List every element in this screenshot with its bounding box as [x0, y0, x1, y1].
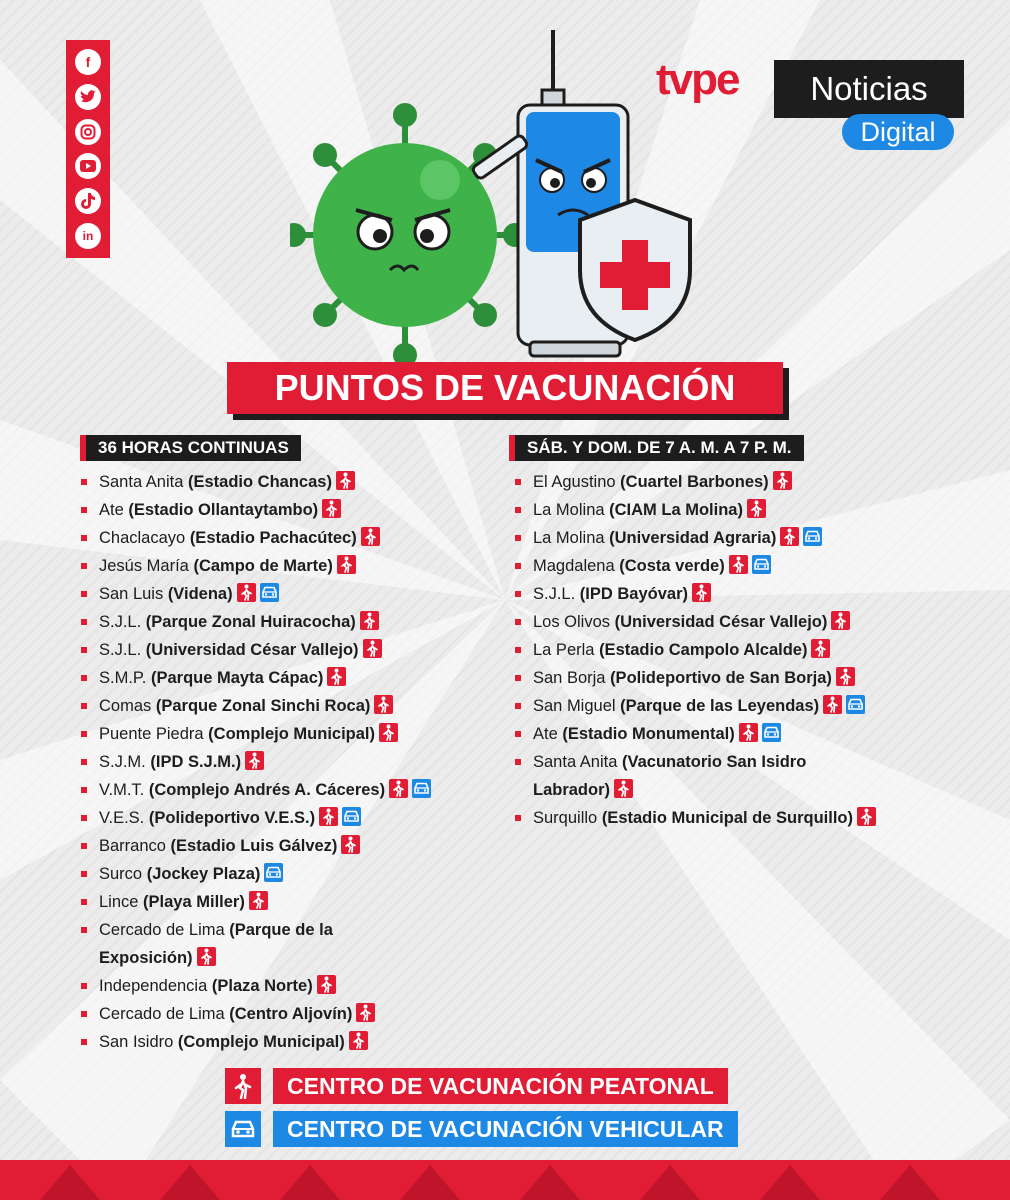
- venue-name: (Cuartel Barbones): [620, 473, 769, 491]
- venue-name: (Universidad Agraria): [609, 529, 777, 547]
- twitter-icon[interactable]: [75, 84, 101, 110]
- district-name: Cercado de Lima: [99, 921, 225, 939]
- district-name: S.J.L.: [99, 613, 142, 631]
- legend-pedestrian: [225, 1068, 728, 1104]
- venue-name: (Estadio Ollantaytambo): [128, 501, 319, 519]
- pedestrian-icon: [336, 471, 355, 490]
- pedestrian-icon: [317, 975, 336, 994]
- list-item: [81, 496, 431, 524]
- district-name: Santa Anita: [533, 753, 618, 771]
- list-item: [515, 524, 876, 552]
- list-item: [81, 832, 431, 860]
- list-item: [515, 776, 876, 804]
- list-item: [81, 916, 431, 944]
- venue-name: (Plaza Norte): [211, 977, 313, 995]
- district-name: La Molina: [533, 501, 605, 519]
- page-title: PUNTOS DE VACUNACIÓN: [227, 362, 783, 414]
- list-item: [81, 720, 431, 748]
- venue-name: (IPD Bayóvar): [579, 585, 688, 603]
- car-icon: [264, 863, 283, 882]
- list-item: [515, 748, 876, 776]
- venue-name: Exposición): [99, 949, 193, 967]
- pedestrian-icon: [249, 891, 268, 910]
- district-name: San Miguel: [533, 697, 616, 715]
- pedestrian-icon: [360, 611, 379, 630]
- tiktok-icon[interactable]: [75, 188, 101, 214]
- venue-name: (IPD S.J.M.): [150, 753, 242, 771]
- car-icon: [752, 555, 771, 574]
- venue-name: (Vacunatorio San Isidro: [622, 753, 807, 771]
- list-item: [515, 664, 876, 692]
- venue-name: (Estadio Pachacútec): [189, 529, 357, 547]
- car-icon: [803, 527, 822, 546]
- pedestrian-icon: [341, 835, 360, 854]
- car-icon: [412, 779, 431, 798]
- list-item: [515, 692, 876, 720]
- legend-vehicular: [225, 1111, 738, 1147]
- venue-name: (Videna): [167, 585, 233, 603]
- virus-icon: [290, 106, 524, 364]
- list-item: [81, 888, 431, 916]
- list-item: [81, 1000, 431, 1028]
- district-name: Comas: [99, 697, 152, 715]
- venue-name: (Estadio Monumental): [562, 725, 735, 743]
- district-name: Magdalena: [533, 557, 615, 575]
- district-name: S.M.P.: [99, 669, 147, 687]
- district-name: Lince: [99, 893, 139, 911]
- facebook-icon[interactable]: f: [75, 49, 101, 75]
- list-item: [81, 468, 431, 496]
- list-item: [81, 524, 431, 552]
- car-icon: [225, 1111, 261, 1147]
- pedestrian-icon: [363, 639, 382, 658]
- venue-name: (Estadio Campolo Alcalde): [599, 641, 808, 659]
- venue-name: (Jockey Plaza): [146, 865, 261, 883]
- venue-name: (Campo de Marte): [193, 557, 333, 575]
- list-item: [81, 664, 431, 692]
- pedestrian-icon: [237, 583, 256, 602]
- venue-name: (Parque de la: [229, 921, 333, 939]
- district-name: Surquillo: [533, 809, 598, 827]
- venue-name: (Playa Miller): [143, 893, 245, 911]
- district-name: Chaclacayo: [99, 529, 186, 547]
- pedestrian-icon: [337, 555, 356, 574]
- list-item: [81, 944, 431, 972]
- district-name: San Borja: [533, 669, 606, 687]
- venue-name: (Estadio Municipal de Surquillo): [601, 809, 853, 827]
- venue-name: (Polideportivo de San Borja): [610, 669, 832, 687]
- pedestrian-icon: [811, 639, 830, 658]
- car-icon: [762, 723, 781, 742]
- district-name: Barranco: [99, 837, 166, 855]
- district-name: San Isidro: [99, 1033, 174, 1051]
- district-name: Ate: [533, 725, 558, 743]
- list-item: [81, 776, 431, 804]
- venue-name: (Parque Zonal Sinchi Roca): [155, 697, 371, 715]
- bottom-pattern-band: [0, 1160, 1010, 1200]
- venue-name: (Costa verde): [619, 557, 725, 575]
- venue-name: (Centro Aljovín): [229, 1005, 353, 1023]
- pedestrian-icon: [197, 947, 216, 966]
- list-item: [81, 748, 431, 776]
- pedestrian-icon: [327, 667, 346, 686]
- district-name: S.J.L.: [99, 641, 146, 659]
- pedestrian-icon: [729, 555, 748, 574]
- district-name: Los Olivos: [533, 613, 611, 631]
- list-item: [81, 552, 431, 580]
- venue-name: (Complejo Andrés A. Cáceres): [148, 781, 386, 799]
- venue-name: (Estadio Chancas): [188, 473, 332, 491]
- venue-name: (CIAM La Molina): [609, 501, 743, 519]
- list-item: [81, 692, 431, 720]
- legend-pedestrian-label: CENTRO DE VACUNACIÓN PEATONAL: [273, 1068, 728, 1104]
- district-name: Ate: [99, 501, 124, 519]
- venue-name: (Parque Mayta Cápac): [150, 669, 324, 687]
- venue-name: (Universidad César Vallejo): [145, 641, 359, 659]
- car-icon: [260, 583, 279, 602]
- list-item: [81, 860, 431, 888]
- pedestrian-icon: [389, 779, 408, 798]
- list-item: [81, 804, 431, 832]
- district-name: Jesús María: [99, 557, 189, 575]
- venue-name: (Parque Zonal Huiracocha): [145, 613, 356, 631]
- list-item: [81, 636, 431, 664]
- pedestrian-icon: [747, 499, 766, 518]
- logo-tvpe: tvpe: [656, 55, 739, 104]
- district-name: V.E.S.: [99, 809, 145, 827]
- district-name: Independencia: [99, 977, 208, 995]
- pedestrian-icon: [349, 1031, 368, 1050]
- district-name: Surco: [99, 865, 143, 883]
- pedestrian-icon: [823, 695, 842, 714]
- list-item: [515, 580, 876, 608]
- pedestrian-icon: [356, 1003, 375, 1022]
- right-column-header: SÁB. Y DOM. DE 7 A. M. A 7 P. M.: [509, 435, 804, 461]
- list-item: [515, 636, 876, 664]
- district-name: S.J.M.: [99, 753, 146, 771]
- pedestrian-icon: [374, 695, 393, 714]
- list-item: [81, 1028, 431, 1056]
- instagram-icon[interactable]: [75, 119, 101, 145]
- list-item: [81, 580, 431, 608]
- pedestrian-icon: [319, 807, 338, 826]
- pedestrian-icon: [773, 471, 792, 490]
- pedestrian-icon: [225, 1068, 261, 1104]
- list-item: [515, 468, 876, 496]
- pedestrian-icon: [245, 751, 264, 770]
- car-icon: [342, 807, 361, 826]
- list-item: [81, 608, 431, 636]
- social-bar: [66, 40, 110, 258]
- district-name: Puente Piedra: [99, 725, 204, 743]
- pedestrian-icon: [692, 583, 711, 602]
- venue-name: (Estadio Luis Gálvez): [170, 837, 338, 855]
- list-item: [515, 804, 876, 832]
- venue-name: (Parque de las Leyendas): [620, 697, 820, 715]
- legend-vehicular-label: CENTRO DE VACUNACIÓN VEHICULAR: [273, 1111, 738, 1147]
- car-icon: [846, 695, 865, 714]
- venue-name: (Complejo Municipal): [177, 1033, 345, 1051]
- district-name: Santa Anita: [99, 473, 184, 491]
- pedestrian-icon: [831, 611, 850, 630]
- pedestrian-icon: [379, 723, 398, 742]
- district-name: La Molina: [533, 529, 605, 547]
- list-item: [515, 720, 876, 748]
- list-item: [81, 972, 431, 1000]
- district-name: La Perla: [533, 641, 595, 659]
- linkedin-icon[interactable]: in: [75, 223, 101, 249]
- right-vaccination-list: [515, 468, 876, 832]
- pedestrian-icon: [836, 667, 855, 686]
- pedestrian-icon: [614, 779, 633, 798]
- left-column-header: 36 HORAS CONTINUAS: [80, 435, 301, 461]
- logo-digital: Digital: [842, 114, 954, 150]
- venue-name: (Polideportivo V.E.S.): [148, 809, 316, 827]
- district-name: El Agustino: [533, 473, 616, 491]
- left-vaccination-list: [81, 468, 431, 1056]
- venue-name: Labrador): [533, 781, 611, 799]
- district-name: San Luis: [99, 585, 164, 603]
- pedestrian-icon: [780, 527, 799, 546]
- venue-name: (Universidad César Vallejo): [614, 613, 828, 631]
- youtube-icon[interactable]: [75, 153, 101, 179]
- list-item: [515, 608, 876, 636]
- pedestrian-icon: [857, 807, 876, 826]
- district-name: S.J.L.: [533, 585, 576, 603]
- logo-noticias: Noticias: [774, 60, 964, 118]
- list-item: [515, 552, 876, 580]
- pedestrian-icon: [322, 499, 341, 518]
- district-name: Cercado de Lima: [99, 1005, 225, 1023]
- venue-name: (Complejo Municipal): [208, 725, 376, 743]
- pedestrian-icon: [361, 527, 380, 546]
- list-item: [515, 496, 876, 524]
- district-name: V.M.T.: [99, 781, 145, 799]
- pedestrian-icon: [739, 723, 758, 742]
